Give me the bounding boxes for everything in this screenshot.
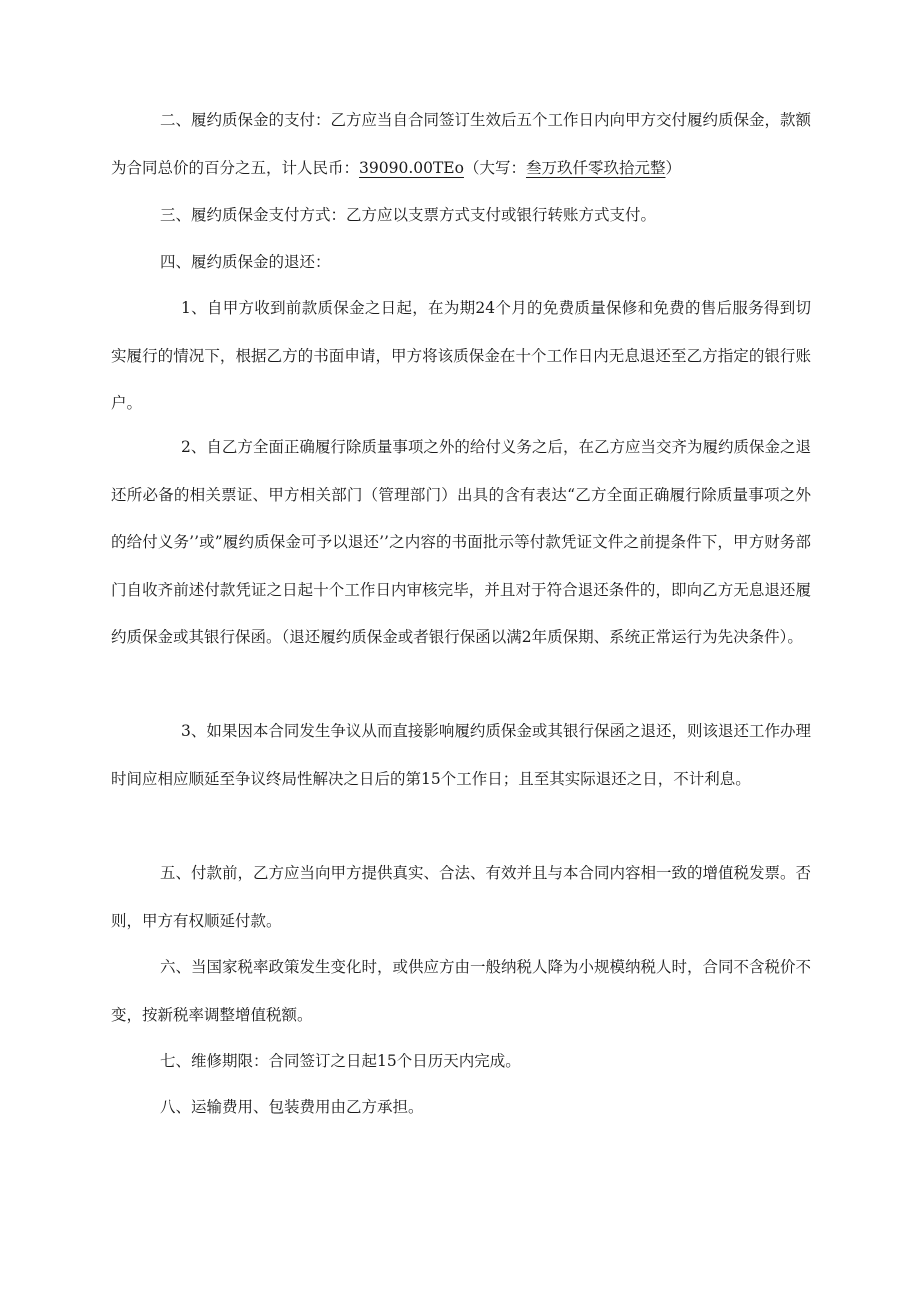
clause-7-repair-period: 七、维修期限：合同签订之日起15个日历天内完成。 — [160, 1052, 521, 1070]
clause-2-performance-deposit-payment — [111, 97, 811, 192]
clause-4-item-1: 1、自甲方收到前款质保金之日起，在为期24个月的免费质量保修和免费的售后服务得到切实履行的情况下，根据乙方的书面申请，甲方将该质保金在十个工作日内无息退还至乙方指定的银行账户。 — [111, 299, 811, 412]
clause-2-text: 二、履约质保金的支付：乙方应当自合同签订生效后五个工作日内向甲方交付履约质保金，款额为合同总价的百分之五，计人民币： — [111, 111, 812, 177]
clause-4-refund-heading: 四、履约质保金的退还： — [160, 253, 331, 271]
deposit-amount-figure: 39090.00TEo — [359, 158, 464, 177]
clause-4-item-3: 3、如果因本合同发生争议从而直接影响履约质保金或其银行保函之退还，则该退还工作办理时间应相应顺延至争议终局性解决之日后的第15个工作日；且至其实际退还之日，不计利息。 — [111, 722, 811, 788]
amount-words-close: ） — [665, 158, 682, 177]
amount-words-open: （大写： — [463, 158, 526, 177]
clause-4-item-2: 2、自乙方全面正确履行除质量事项之外的给付义务之后，在乙方应当交齐为履约质保金之退还所必备的相关票证、甲方相关部门（管理部门）出具的含有表达“乙方全面正确履行除质量事项之外的给付义务’’或”履约质保金可予以退还’’之内容的书面批示等付款凭证文件之前提条件下，甲方财务部门自收齐前述付款凭证之日起十个工作日内审核完毕，并且对于符合退还条件的，即向乙方无息退还履约质保金或其银行保函。（退还履约质保金或者银行保函以满2年质保期、系统正常运行为先决条件）。 — [111, 438, 811, 646]
deposit-amount-words: 叁万玖仟零玖拾元整 — [525, 158, 666, 177]
clause-5-invoice: 五、付款前，乙方应当向甲方提供真实、合法、有效并且与本合同内容相一致的增值税发票。否则，甲方有权顺延付款。 — [111, 864, 812, 930]
clause-6-tax-rate: 六、当国家税率政策发生变化时，或供应方由一般纳税人降为小规模纳税人时，合同不含税价不变，按新税率调整增值税额。 — [111, 958, 812, 1024]
clause-3-payment-method: 三、履约质保金支付方式：乙方应以支票方式支付或银行转账方式支付。 — [160, 206, 657, 224]
clause-8-shipping-packaging: 八、运输费用、包装费用由乙方承担。 — [160, 1098, 424, 1116]
